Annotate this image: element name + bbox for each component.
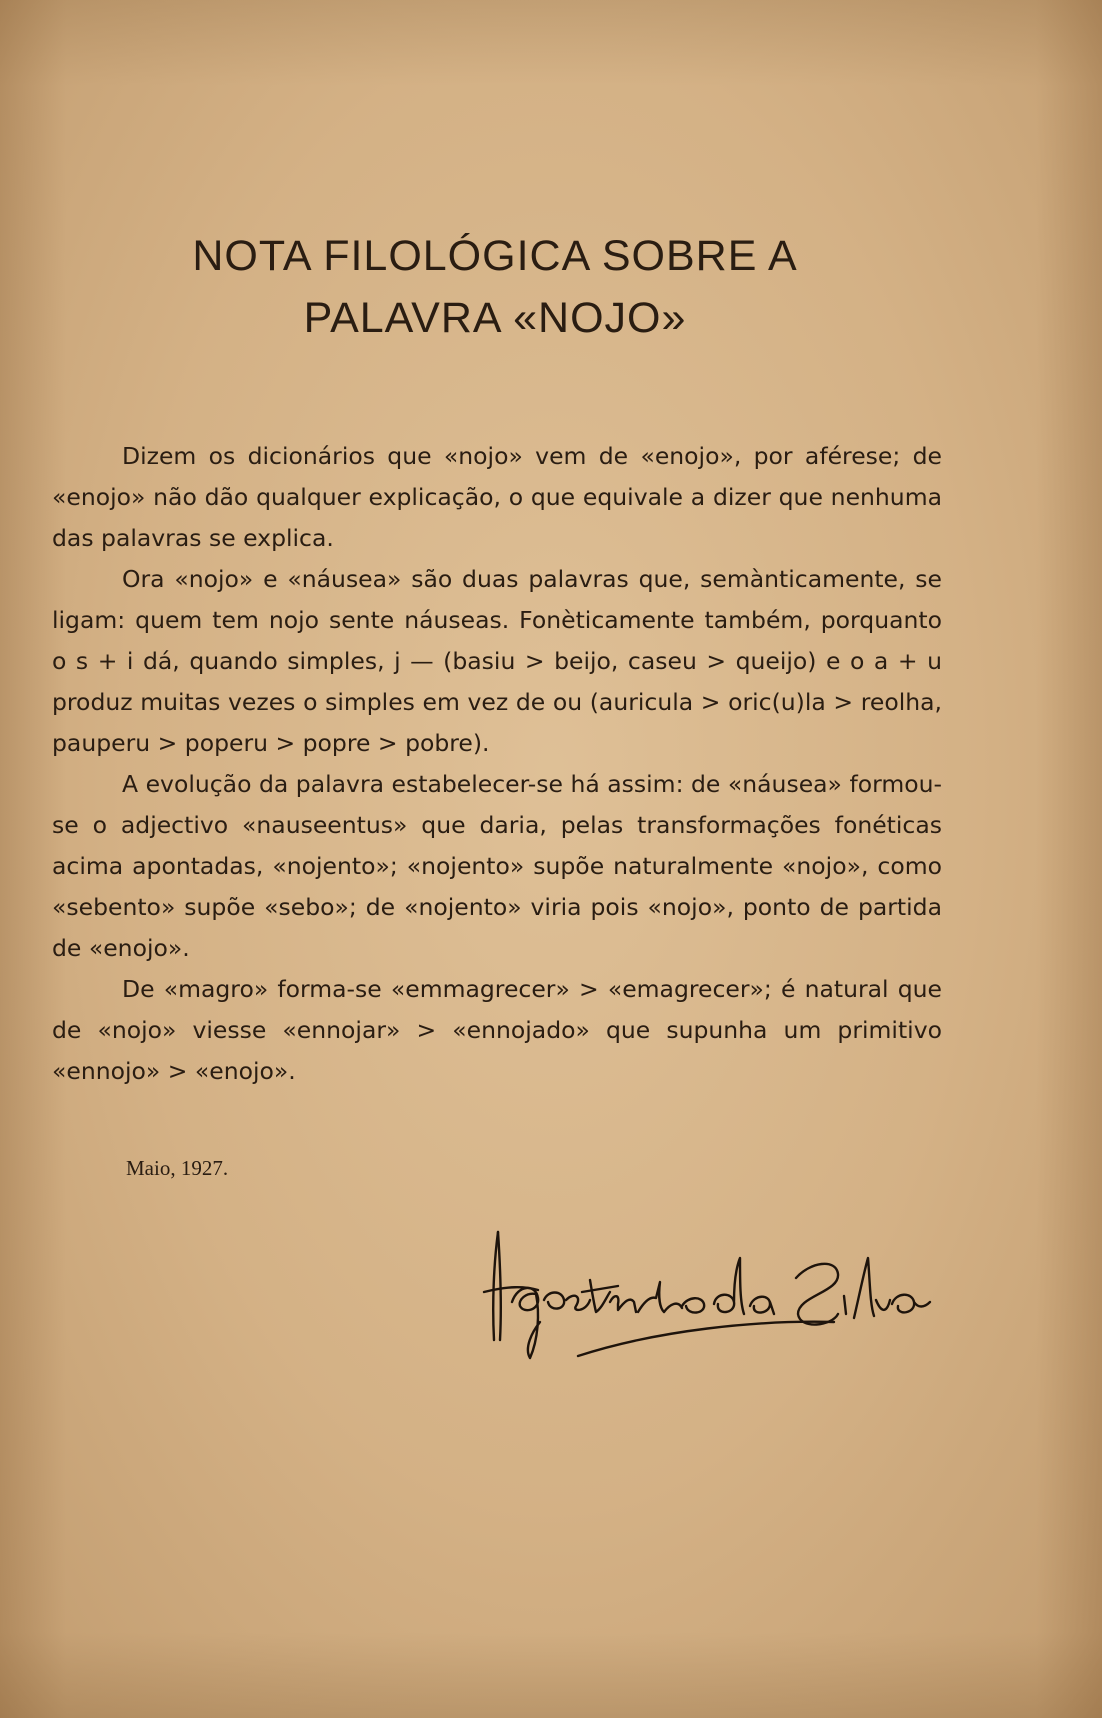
- paragraph-1: Dizem os dicionários que «nojo» vem de «enojo», por aférese; de «enojo» não dão qualquer explicação, o que equivale a dizer que nenhuma das palavras se explica.: [52, 442, 942, 552]
- title-line-1: NOTA FILOLÓGICA SOBRE A: [192, 232, 798, 280]
- paragraph-2: Ora «nojo» e «náusea» são duas palavras que, semànticamente, se ligam: quem tem nojo sente náuseas. Fonèticamente também, porquanto o s + i dá, quando simples, j — (basiu > beijo, caseu > queijo) e o a + u produz muitas vezes o simples em vez de ou (auricula > oric(u)la > reolha, pauperu > poperu > popre > pobre).: [52, 565, 942, 757]
- paragraph-4: De «magro» forma-se «emmagrecer» > «emagrecer»; é natural que de «nojo» viesse «ennojar» > «ennojado» que supunha um primitivo «ennojo» > «enojo».: [52, 975, 942, 1085]
- title-line-2: PALAVRA «NOJO»: [303, 294, 687, 342]
- date: Maio, 1927.: [126, 1156, 229, 1180]
- paragraph-3: A evolução da palavra estabelecer-se há assim: de «náusea» formou-se o adjectivo «nauseentus» que daria, pelas transformações fonéticas acima apontadas, «nojento»; «nojento» supõe naturalmente «nojo», como «sebento» supõe «sebo»; de «nojento» viria pois «nojo», ponto de partida de «enojo».: [52, 770, 942, 962]
- body-text: [52, 436, 942, 1092]
- handwritten-signature: [478, 1222, 938, 1362]
